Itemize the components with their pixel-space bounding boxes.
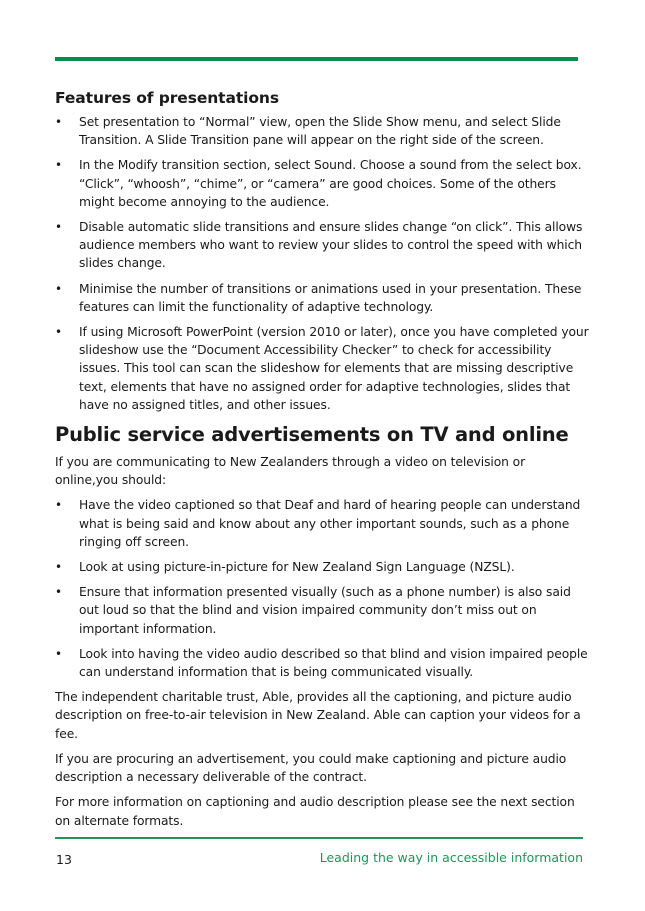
section-heading-psa: Public service advertisements on TV and online — [55, 423, 569, 447]
list-item — [55, 645, 590, 681]
body-paragraph: The independent charitable trust, Able, provides all the captioning, and picture audio description on free-to-air television in New Zealand. Able can caption your videos for a fee. — [55, 690, 581, 741]
features-list — [55, 113, 590, 414]
list-item — [55, 280, 590, 316]
bullet-icon: • — [55, 325, 62, 340]
list-item — [55, 323, 590, 414]
intro-paragraph: If you are communicating to New Zealanders through a video on television or online,you should: — [55, 455, 526, 488]
list-item-text: Look into having the video audio described so that blind and vision impaired people can understand information that is being communicated visually. — [79, 646, 588, 680]
list-item — [55, 583, 590, 638]
footer-rule — [55, 837, 583, 839]
bullet-icon: • — [55, 498, 62, 513]
page-number: 13 — [56, 852, 72, 867]
body-paragraph: If you are procuring an advertisement, you could make captioning and picture audio description a necessary deliverable of the contract. — [55, 751, 567, 785]
list-item-text: Set presentation to “Normal” view, open the Slide Show menu, and select Slide Transition. A Slide Transition pane will appear on the right side of the screen. — [79, 115, 561, 148]
psa-list — [55, 496, 590, 681]
bullet-icon: • — [55, 115, 62, 129]
list-item-text: Have the video captioned so that Deaf and hard of hearing people can understand what is being said and know about any other important sounds, such as a phone ringing off screen. — [79, 498, 581, 549]
list-item — [55, 496, 590, 551]
list-item-text: Look at using picture-in-picture for New Zealand Sign Language (NZSL). — [79, 560, 515, 575]
bullet-icon: • — [55, 220, 62, 235]
list-item — [55, 558, 590, 576]
list-item — [55, 113, 590, 149]
list-item — [55, 156, 590, 211]
bullet-icon: • — [55, 158, 62, 173]
page-content — [55, 87, 590, 837]
header-rule — [55, 57, 578, 61]
bullet-icon: • — [55, 281, 62, 296]
list-item-text: In the Modify transition section, select Sound. Choose a sound from the select box. “Click”, “whoosh”, “chime”, or “camera” are good choices. Some of the others might become annoying to the audience. — [79, 158, 582, 209]
bullet-icon: • — [55, 560, 62, 575]
footer-tagline: Leading the way in accessible information — [319, 850, 583, 865]
body-paragraph: For more information on captioning and audio description please see the next section on alternate formats. — [55, 795, 575, 828]
section-heading-features: Features of presentations — [55, 89, 279, 107]
list-item-text: Disable automatic slide transitions and ensure slides change “on click”. This allows audience members who want to review your slides to control the speed with which slides change. — [79, 220, 583, 271]
list-item-text: If using Microsoft PowerPoint (version 2010 or later), once you have completed your slideshow use the “Document Accessibility Checker” to check for accessibility issues. This tool can scan the slideshow for elements that are missing descriptive text, elements that have no assigned order for adaptive technologies, slides that have no assigned titles, and other issues. — [79, 325, 589, 412]
bullet-icon: • — [55, 646, 62, 661]
list-item-text: Ensure that information presented visually (such as a phone number) is also said out loud so that the blind and vision impaired community don’t miss out on important information. — [79, 585, 571, 636]
list-item — [55, 218, 590, 273]
list-item-text: Minimise the number of transitions or animations used in your presentation. These features can limit the functionality of adaptive technology. — [79, 281, 582, 314]
bullet-icon: • — [55, 585, 62, 600]
